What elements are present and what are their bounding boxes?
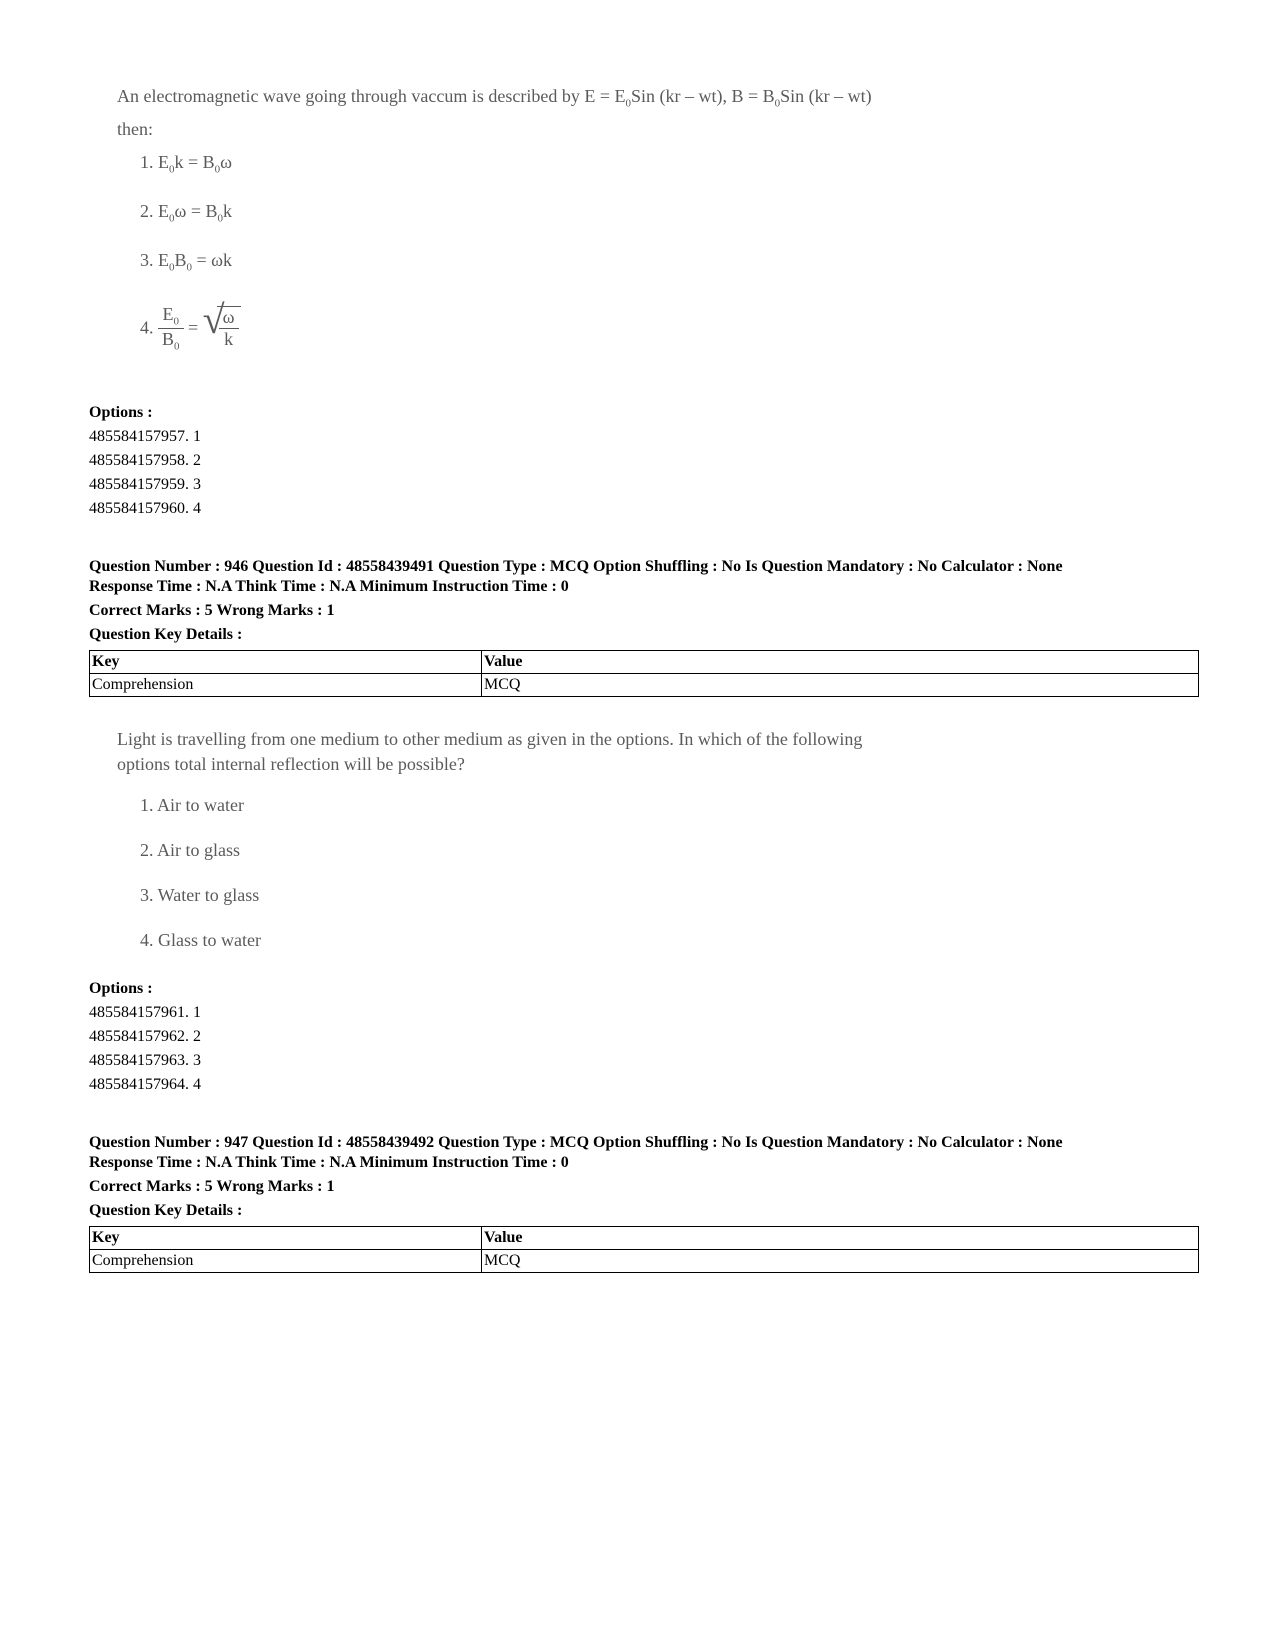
- question-stem: Light is travelling from one medium to other medium as given in the options. In which of the following options total internal reflection will be possible?: [117, 729, 863, 774]
- table-header-key: Key: [90, 651, 482, 674]
- square-root: √ $\frac{\omega}{k}$: [203, 306, 241, 350]
- key-details-label: Question Key Details :: [89, 1202, 243, 1219]
- option-id-3: 485584157963. 3: [89, 1052, 201, 1069]
- option-id-3: 485584157959. 3: [89, 476, 201, 493]
- question-image-total-internal-reflection: [117, 727, 1017, 957]
- question-option-4: 4. $\frac{E_0}{B_0}$ = √ $\frac{\omega}{k}$: [140, 304, 241, 352]
- table-cell-key: Comprehension: [90, 674, 482, 697]
- question-option-1: 1. $E_0k = B_0\omega$: [140, 152, 233, 176]
- table-row: [90, 1250, 1199, 1273]
- options-label: Options :: [89, 980, 153, 997]
- key-details-table: [89, 650, 1199, 697]
- marks-line: Correct Marks : 5 Wrong Marks : 1: [89, 602, 335, 619]
- question-meta: Question Number : 946 Question Id : 48558439491 Question Type : MCQ Option Shuffling : No Is Question Mandatory : No Calculator : None Response Time : N.A Think Time : N.A Minimum Instruction Time : 0: [89, 558, 1063, 595]
- option-id-4: 485584157960. 4: [89, 500, 201, 517]
- table-header-key: Key: [90, 1227, 482, 1250]
- table-header-value: Value: [482, 1227, 1199, 1250]
- question-option-3: 3. Water to glass: [140, 885, 260, 905]
- options-label: Options :: [89, 404, 153, 421]
- question-option-2: 2. Air to glass: [140, 840, 241, 860]
- table-header-value: Value: [482, 651, 1199, 674]
- question-meta: Question Number : 947 Question Id : 48558439492 Question Type : MCQ Option Shuffling : No Is Question Mandatory : No Calculator : None Response Time : N.A Think Time : N.A Minimum Instruction Time : 0: [89, 1134, 1063, 1171]
- option-id-2: 485584157958. 2: [89, 452, 201, 469]
- table-cell-value: MCQ: [482, 1250, 1199, 1273]
- option-id-1: 485584157961. 1: [89, 1004, 201, 1021]
- question-option-2: 2. $E_0\omega = B_0k$: [140, 201, 233, 225]
- table-cell-key: Comprehension: [90, 1250, 482, 1273]
- question-option-3: 3. $E_0B_0 = \omega k$: [140, 250, 233, 274]
- question-stem: An electromagnetic wave going through vaccum is described by $E = E_0Sin$ (kr – wt), $B = B_0Sin$ (kr – wt) then:: [117, 86, 872, 139]
- table-cell-value: MCQ: [482, 674, 1199, 697]
- question-option-1: 1. Air to water: [140, 795, 244, 815]
- option-id-1: 485584157957. 1: [89, 428, 201, 445]
- option-id-2: 485584157962. 2: [89, 1028, 201, 1045]
- key-details-label: Question Key Details :: [89, 626, 243, 643]
- key-details-table: [89, 1226, 1199, 1273]
- table-row: [90, 651, 1199, 674]
- table-row: [90, 1227, 1199, 1250]
- question-option-4: 4. Glass to water: [140, 930, 261, 950]
- question-image-em-wave: [117, 84, 1017, 374]
- table-row: [90, 674, 1199, 697]
- marks-line: Correct Marks : 5 Wrong Marks : 1: [89, 1178, 335, 1195]
- fraction-e0-b0: $\frac{E_0}{B_0}$: [158, 304, 184, 352]
- option-id-4: 485584157964. 4: [89, 1076, 201, 1093]
